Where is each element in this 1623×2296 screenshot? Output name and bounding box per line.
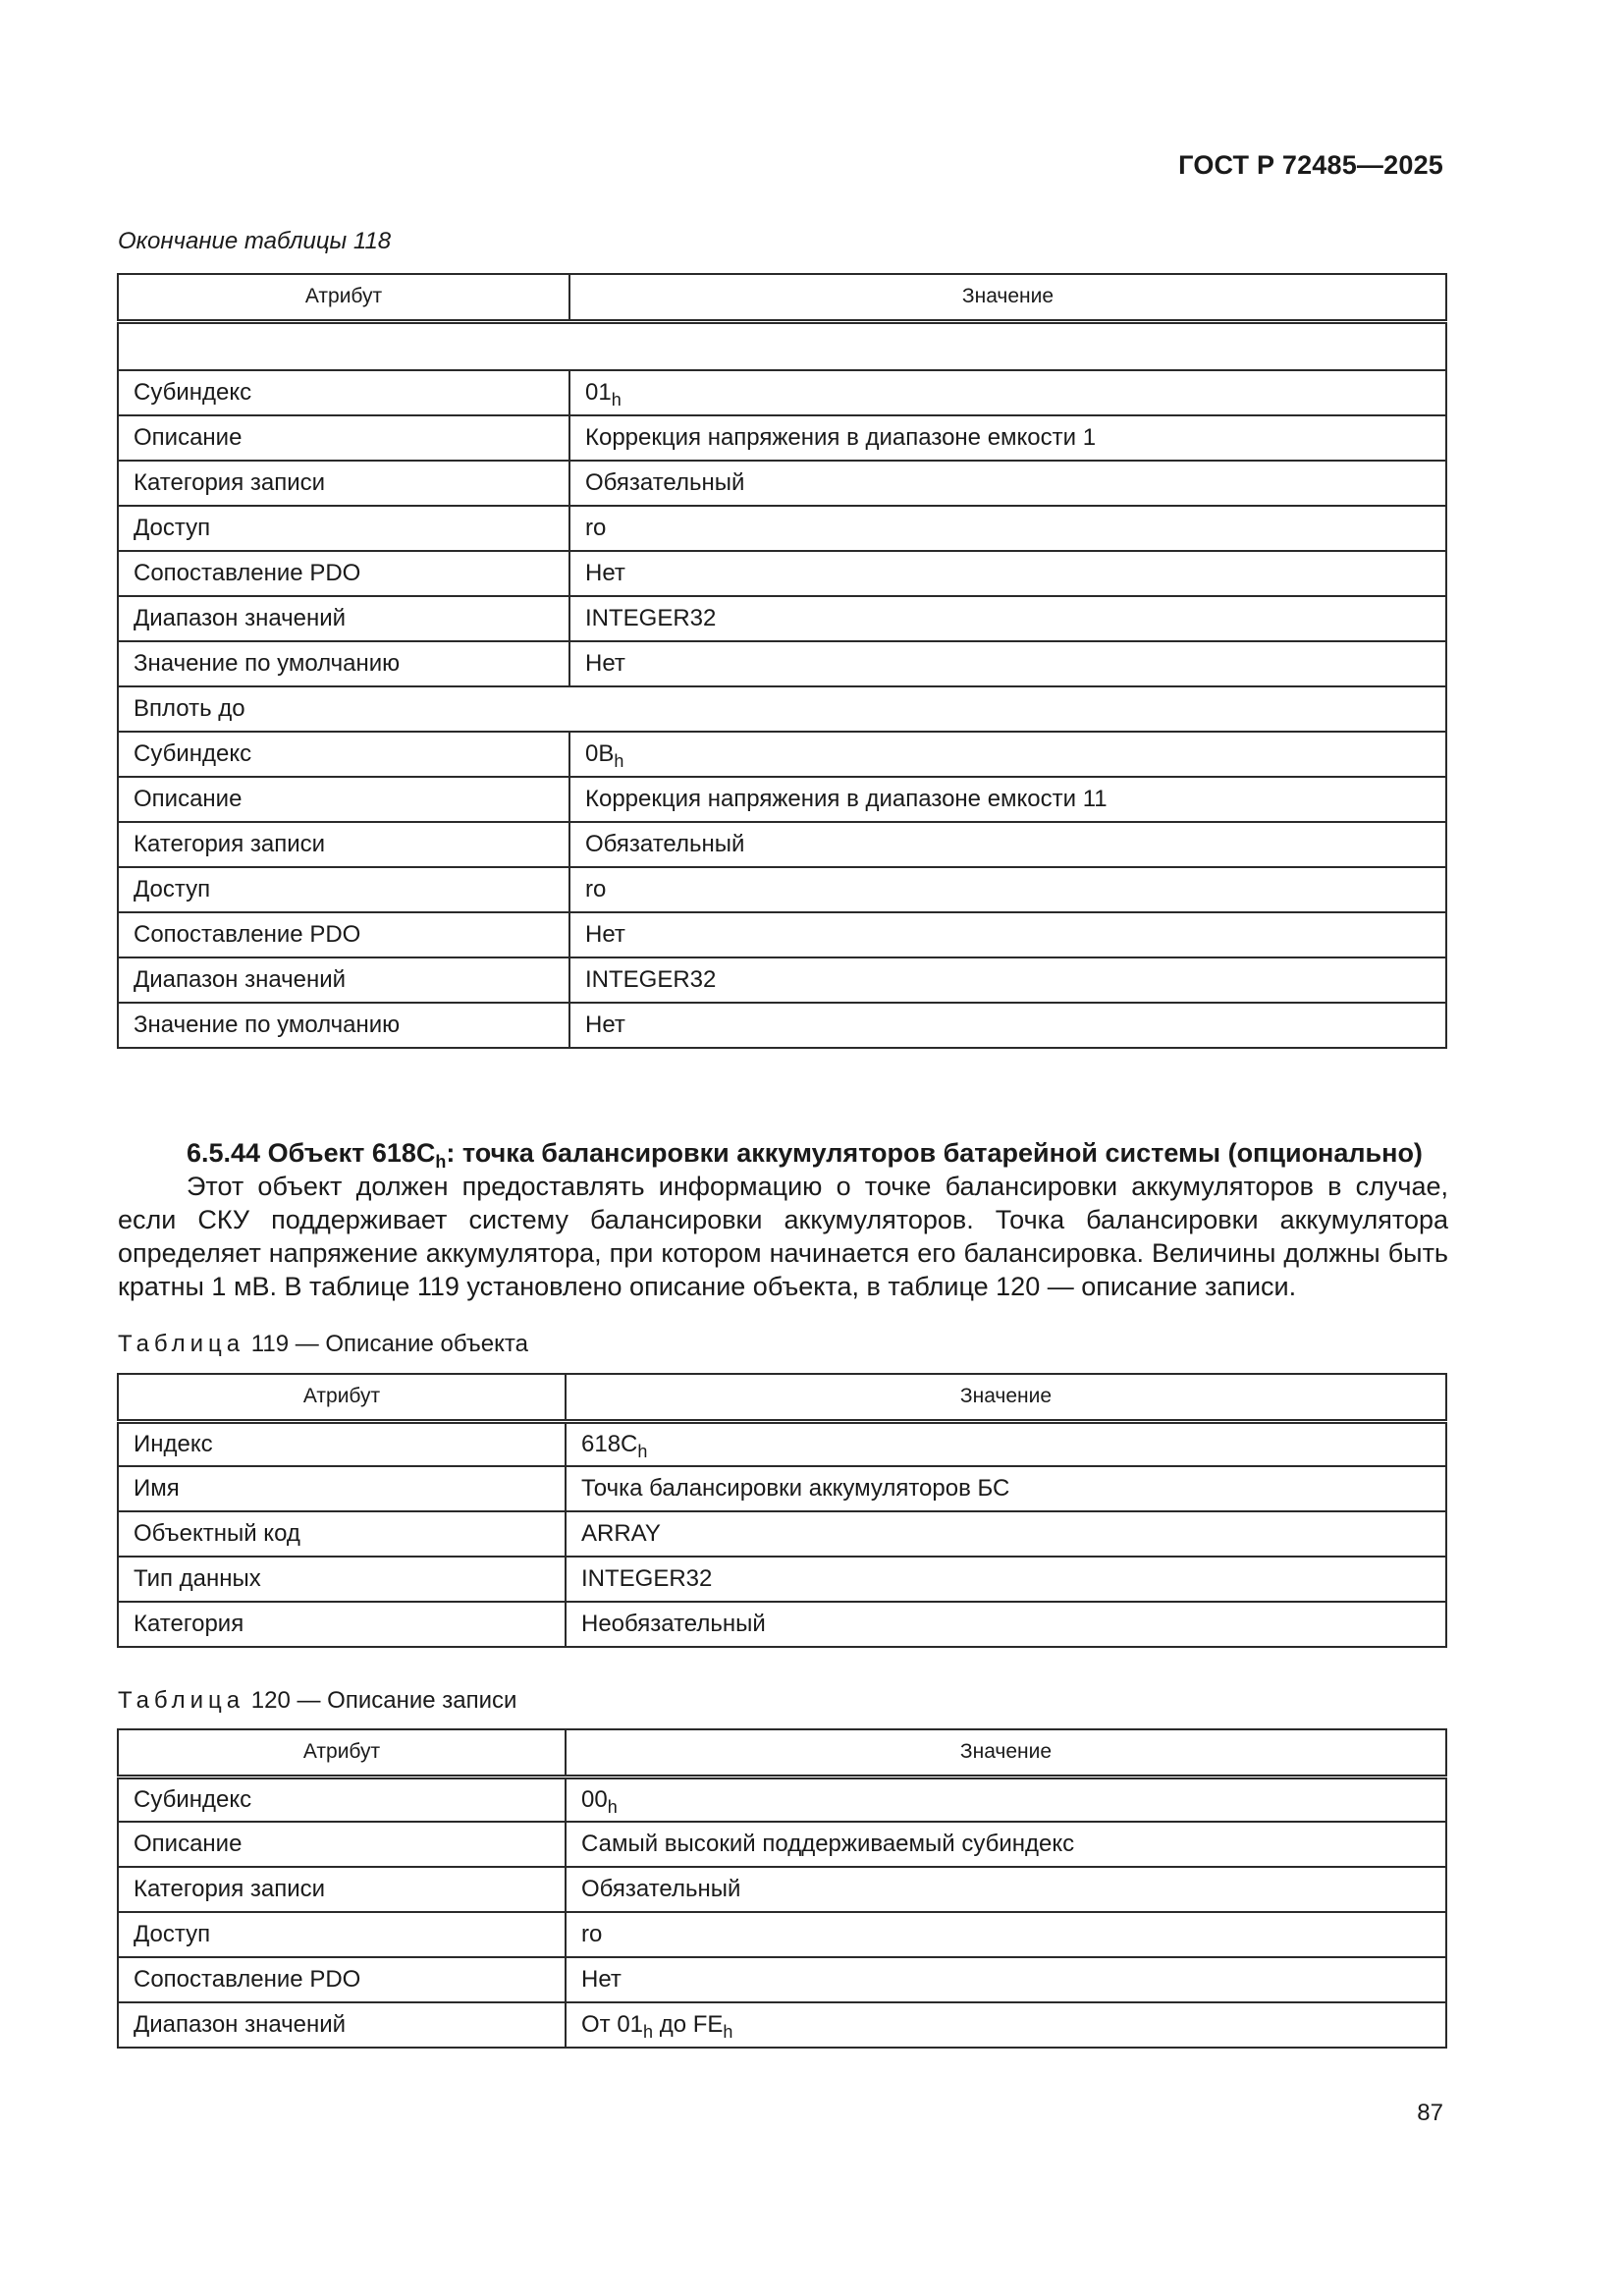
table-row [118,641,1446,686]
table-row [118,732,1446,777]
range-from-subscript: h [643,2022,654,2042]
attribute-cell: Субиндекс [118,370,569,415]
value-text: ARRAY [581,1520,661,1547]
table-120-caption-word: Таблица [118,1687,245,1714]
value-cell [566,1957,1446,2002]
value-cell [566,1777,1446,1822]
section-title-text: 6.5.44 Объект 618C [187,1138,436,1168]
table-row [118,1777,1446,1822]
attribute-cell: Значение по умолчанию [118,1003,569,1048]
table-header-row [118,274,1446,321]
section-title-text-rest: : точка балансировки аккумуляторов батарейной системы (опционально) [446,1138,1423,1168]
attribute-cell: Доступ [118,506,569,551]
table-row [118,551,1446,596]
table-row [118,1602,1446,1647]
value-text: Необязательный [581,1611,766,1637]
attribute-cell: Сопоставление PDO [118,551,569,596]
attribute-cell: Индекс [118,1421,566,1466]
attribute-cell: Сопоставление PDO [118,912,569,957]
table-row [118,506,1446,551]
value-text: INTEGER32 [581,1565,713,1592]
value-cell [566,1511,1446,1557]
value-text: 0B [585,740,615,767]
table-row [118,957,1446,1003]
table-118-caption: Окончание таблицы 118 [118,228,392,254]
table-cell-blank [118,321,1446,370]
value-text: Нет [581,1966,622,1993]
table-118 [117,273,1447,1049]
column-header-value: Значение [566,1374,1446,1421]
value-cell [566,1557,1446,1602]
value-text: INTEGER32 [585,605,717,631]
value-text: Обязательный [581,1876,741,1902]
value-text: Точка балансировки аккумуляторов БС [581,1475,1010,1502]
value-cell [569,1003,1446,1048]
value-text: Нет [585,921,625,948]
table-120-caption-text: 120 — Описание записи [250,1687,517,1714]
value-cell [569,461,1446,506]
value-cell [569,596,1446,641]
table-row [118,1466,1446,1511]
section-body: Этот объект должен предоставлять информацию о точке балансировки аккумуляторов в случае, если СКУ поддерживает систему балансировки аккумуляторов. Точка балансировки аккумулятора определяет напряжение аккумулятора, при котором начинается его балансировка. Величины должны быть кратны 1 мВ. В таблице 119 установлено описание объекта, в таблице 120 — описание записи. [118,1172,1448,1301]
table-120 [117,1728,1447,2049]
attribute-cell: Категория записи [118,461,569,506]
value-cell [566,1867,1446,1912]
value-text: Обязательный [585,831,745,857]
column-header-value: Значение [569,274,1446,321]
value-cell [569,957,1446,1003]
value-cell [569,641,1446,686]
value-cell [569,777,1446,822]
column-header-attribute: Атрибут [118,1729,566,1777]
value-text: 01 [585,379,612,406]
value-cell [569,822,1446,867]
value-text: Обязательный [585,469,745,496]
column-header-attribute: Атрибут [118,1374,566,1421]
value-cell [566,1822,1446,1867]
value-cell [566,1912,1446,1957]
attribute-cell: Категория [118,1602,566,1647]
value-text: ro [581,1921,603,1947]
attribute-cell: Субиндекс [118,1777,566,1822]
value-text: Нет [585,560,625,586]
value-text: INTEGER32 [585,966,717,993]
value-text: Коррекция напряжения в диапазоне емкости 1 [585,424,1097,451]
table-119 [117,1373,1447,1648]
value-cell [566,1602,1446,1647]
table-header-row [118,1729,1446,1777]
attribute-cell: Доступ [118,1912,566,1957]
value-subscript: h [607,1796,618,1817]
attribute-cell: Объектный код [118,1511,566,1557]
table-row [118,912,1446,957]
column-header-attribute: Атрибут [118,274,569,321]
value-cell [569,370,1446,415]
value-cell [566,1421,1446,1466]
table-row [118,1557,1446,1602]
table-row-upto [118,686,1446,732]
value-text: 618C [581,1430,638,1457]
table-120-caption [118,1687,516,1715]
attribute-cell: Субиндекс [118,732,569,777]
value-subscript: h [637,1441,648,1461]
table-119-caption-word: Таблица [118,1331,245,1357]
table-119-caption-text: 119 — Описание объекта [250,1331,528,1357]
section-title [118,1136,1448,1170]
attribute-cell: Диапазон значений [118,2002,566,2048]
attribute-cell: Диапазон значений [118,957,569,1003]
attribute-cell: Значение по умолчанию [118,641,569,686]
range-from: От 01 [581,2011,644,2038]
table-row [118,415,1446,461]
attribute-cell: Имя [118,1466,566,1511]
value-cell [569,415,1446,461]
value-text: 00 [581,1785,608,1813]
table-row [118,822,1446,867]
value-text: ro [585,876,607,902]
upto-cell: Вплоть до [118,686,1446,732]
section-6-5-44 [118,1136,1448,1303]
value-cell [569,732,1446,777]
value-cell [569,551,1446,596]
value-cell [569,867,1446,912]
value-text: Коррекция напряжения в диапазоне емкости 11 [585,786,1108,812]
table-row [118,370,1446,415]
table-row [118,1867,1446,1912]
table-row [118,1912,1446,1957]
document-header: ГОСТ Р 72485—2025 [1178,150,1443,180]
attribute-cell: Описание [118,415,569,461]
attribute-cell: Тип данных [118,1557,566,1602]
value-text: Нет [585,650,625,677]
value-cell [566,2002,1446,2048]
value-cell [569,912,1446,957]
range-to: до FE [653,2011,724,2038]
page-number: 87 [1417,2100,1443,2126]
table-row [118,1421,1446,1466]
attribute-cell: Диапазон значений [118,596,569,641]
attribute-cell: Категория записи [118,1867,566,1912]
range-to-subscript: h [723,2022,733,2042]
value-subscript: h [611,390,622,410]
table-119-caption [118,1331,528,1358]
attribute-cell: Описание [118,777,569,822]
table-row [118,777,1446,822]
table-row [118,596,1446,641]
table-row [118,1003,1446,1048]
attribute-cell: Сопоставление PDO [118,1957,566,2002]
value-subscript: h [614,751,624,771]
value-text: ro [585,515,607,541]
attribute-cell: Описание [118,1822,566,1867]
value-text: Нет [585,1011,625,1038]
section-title-subscript: h [435,1152,447,1172]
value-cell [569,506,1446,551]
table-row [118,1511,1446,1557]
attribute-cell: Доступ [118,867,569,912]
value-text: Самый высокий поддерживаемый субиндекс [581,1831,1075,1857]
table-row [118,2002,1446,2048]
table-row [118,461,1446,506]
attribute-cell: Категория записи [118,822,569,867]
table-row [118,867,1446,912]
table-row-blank [118,321,1446,370]
table-row [118,1957,1446,2002]
value-cell [566,1466,1446,1511]
column-header-value: Значение [566,1729,1446,1777]
table-header-row [118,1374,1446,1421]
table-row [118,1822,1446,1867]
